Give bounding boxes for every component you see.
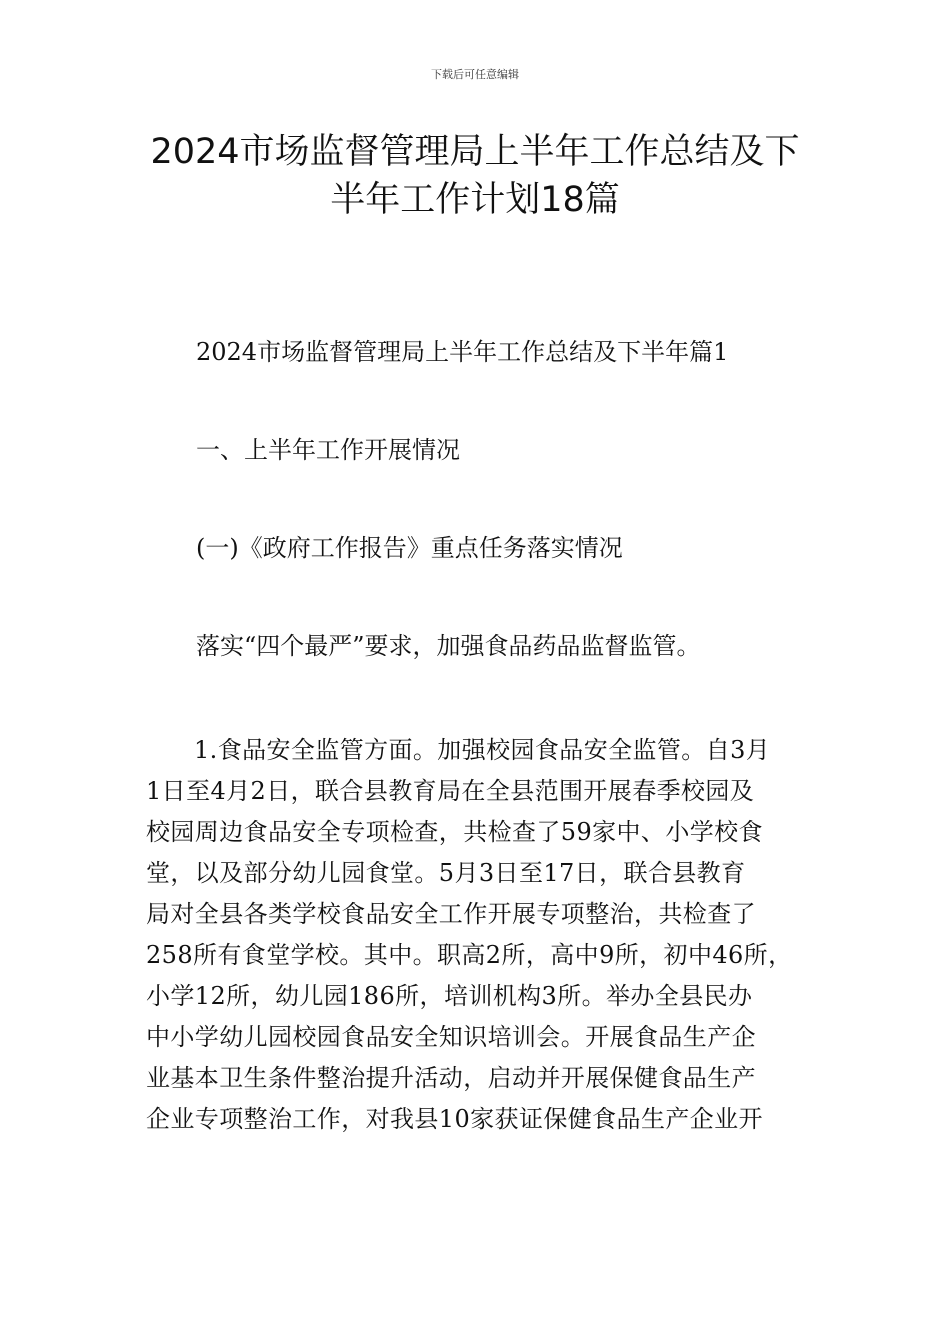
body-line: 堂，以及部分幼儿园食堂。5月3日至17日，联合县教育 xyxy=(146,859,746,887)
body-line: 1.食品安全监管方面。加强校园食品安全监管。自3月 xyxy=(194,736,771,764)
title-line-1: 2024市场监督管理局上半年工作总结及下 xyxy=(150,132,800,172)
article-subtitle: 2024市场监督管理局上半年工作总结及下半年篇1 xyxy=(196,338,729,366)
body-paragraph xyxy=(146,730,816,1140)
body-line: 局对全县各类学校食品安全工作开展专项整治，共检查了 xyxy=(146,900,756,928)
body-line: 小学12所，幼儿园186所，培训机构3所。举办全县民办 xyxy=(146,982,753,1010)
body-line: 中小学幼儿园校园食品安全知识培训会。开展食品生产企 xyxy=(146,1023,756,1051)
title-line-2: 半年工作计划18篇 xyxy=(330,180,620,220)
section-heading: 一、上半年工作开展情况 xyxy=(196,436,460,464)
body-line: 校园周边食品安全专项检查，共检查了59家中、小学校食 xyxy=(146,818,763,846)
header-note: 下载后可任意编辑 xyxy=(431,68,519,81)
body-line: 企业专项整治工作，对我县10家获证保健食品生产企业开 xyxy=(146,1105,763,1133)
body-line: 1日至4月2日，联合县教育局在全县范围开展春季校园及 xyxy=(146,777,755,805)
document-title xyxy=(120,128,830,224)
subsection-heading: (一)《政府工作报告》重点任务落实情况 xyxy=(196,534,623,562)
body-line: 业基本卫生条件整治提升活动，启动并开展保健食品生产 xyxy=(146,1064,756,1092)
body-line: 258所有食堂学校。其中。职高2所，高中9所，初中46所， xyxy=(146,941,793,969)
lead-sentence: 落实“四个最严”要求，加强食品药品监督监管。 xyxy=(196,632,701,660)
